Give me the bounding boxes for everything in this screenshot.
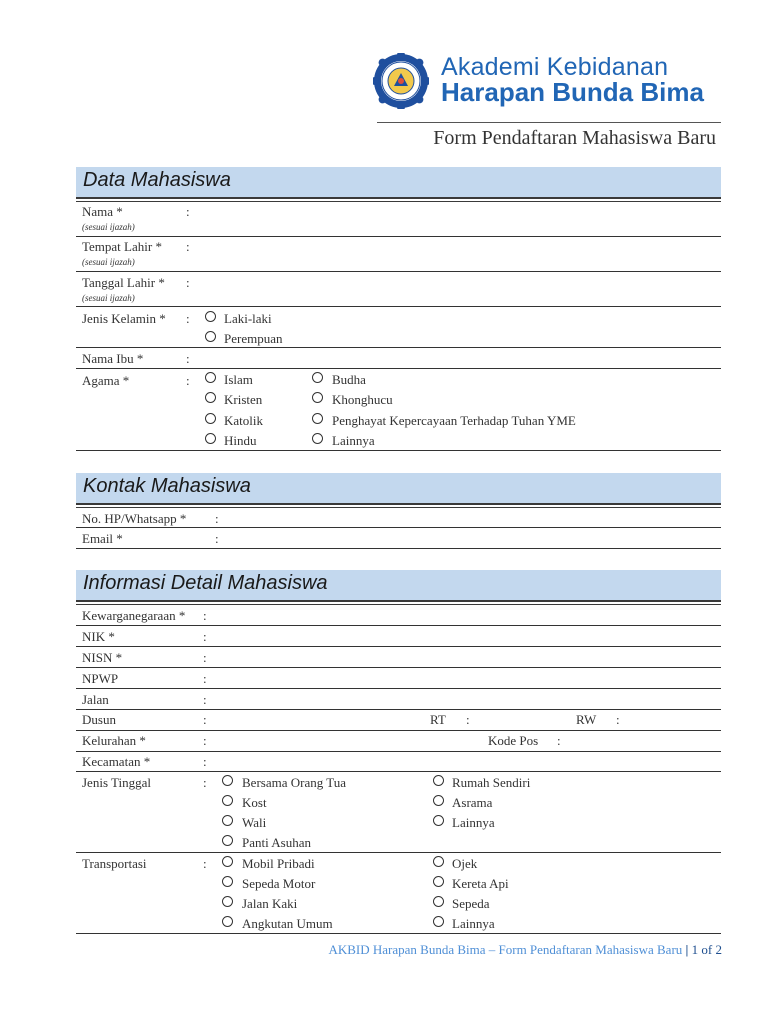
kelurahan-field[interactable] — [216, 731, 481, 748]
colon: : — [186, 351, 190, 366]
radio-lainnya[interactable] — [312, 433, 323, 444]
colon: : — [203, 856, 207, 871]
row-divider — [76, 548, 721, 549]
tempat-lahir-field[interactable] — [200, 238, 715, 270]
label-nik: NIK * — [82, 629, 115, 644]
label-jalan: Jalan — [82, 692, 109, 707]
label-kelurahan: Kelurahan * — [82, 733, 146, 748]
radio-panti-asuhan[interactable] — [222, 835, 233, 846]
nisn-field[interactable] — [216, 648, 715, 665]
row-divider — [76, 271, 721, 272]
option-label: Katolik — [224, 413, 263, 428]
radio-rumah-sendiri[interactable] — [433, 775, 444, 786]
colon: : — [203, 692, 207, 707]
colon: : — [557, 733, 561, 748]
colon: : — [203, 608, 207, 623]
row-divider — [76, 667, 721, 668]
label-rw: RW — [576, 712, 597, 727]
option-label: Sepeda Motor — [242, 876, 316, 891]
section-title: Informasi Detail Mahasiswa — [83, 572, 328, 594]
option-label: Khonghucu — [332, 392, 393, 407]
label-email: Email * — [82, 531, 123, 546]
radio-khonghucu[interactable] — [312, 392, 323, 403]
option-label: Bersama Orang Tua — [242, 775, 346, 790]
radio-islam[interactable] — [205, 372, 216, 383]
option-label: Kost — [242, 795, 267, 810]
radio-perempuan[interactable] — [205, 331, 216, 342]
colon: : — [203, 754, 207, 769]
jalan-field[interactable] — [216, 690, 715, 707]
section-title: Data Mahasiswa — [83, 169, 231, 191]
footer-text: AKBID Harapan Bunda Bima – Form Pendaftaran Mahasiswa Baru — [328, 942, 683, 957]
dusun-field[interactable] — [216, 710, 421, 727]
radio-sepeda[interactable] — [433, 896, 444, 907]
label-nama-ibu: Nama Ibu * — [82, 351, 144, 366]
option-label: Hindu — [224, 433, 257, 448]
radio-ojek[interactable] — [433, 856, 444, 867]
radio-wali[interactable] — [222, 815, 233, 826]
label-agama: Agama * — [82, 373, 130, 388]
option-label: Perempuan — [224, 331, 283, 346]
label-tempat-lahir: Tempat Lahir * — [82, 239, 162, 254]
radio-angkutan-umum[interactable] — [222, 916, 233, 927]
radio-jalan-kaki[interactable] — [222, 896, 233, 907]
email-field[interactable] — [228, 529, 715, 546]
label-jenis-kelamin: Jenis Kelamin * — [82, 311, 166, 326]
section-header-kontak-mahasiswa — [76, 473, 721, 505]
section-title: Kontak Mahasiswa — [83, 475, 251, 497]
section-header-data-mahasiswa — [76, 167, 721, 199]
radio-lainnya-tinggal[interactable] — [433, 815, 444, 826]
footer-separator: | — [685, 942, 689, 957]
section-header-informasi-detail — [76, 570, 721, 602]
colon: : — [203, 712, 207, 727]
option-label: Mobil Pribadi — [242, 856, 315, 871]
label-dusun: Dusun — [82, 712, 116, 727]
institution-name-line2: Harapan Bunda Bima — [441, 77, 704, 107]
npwp-field[interactable] — [216, 669, 715, 686]
colon: : — [203, 671, 207, 686]
label-nama: Nama * — [82, 204, 123, 219]
colon: : — [215, 531, 219, 546]
note-tempat-lahir: (sesuai ijazah) — [82, 257, 135, 267]
colon: : — [616, 712, 620, 727]
nama-ibu-field[interactable] — [200, 349, 715, 367]
radio-hindu[interactable] — [205, 433, 216, 444]
kecamatan-field[interactable] — [216, 752, 715, 769]
label-jenis-tinggal: Jenis Tinggal — [82, 775, 151, 790]
page-footer — [328, 942, 722, 958]
option-label: Islam — [224, 372, 253, 387]
colon: : — [186, 373, 190, 388]
row-divider — [76, 347, 721, 348]
label-hp: No. HP/Whatsapp * — [82, 511, 187, 526]
option-label: Jalan Kaki — [242, 896, 298, 911]
note-nama: (sesuai ijazah) — [82, 222, 135, 232]
kode-pos-field[interactable] — [570, 731, 715, 748]
label-kecamatan: Kecamatan * — [82, 754, 151, 769]
colon: : — [186, 239, 190, 254]
label-npwp: NPWP — [82, 671, 119, 686]
option-label: Rumah Sendiri — [452, 775, 531, 790]
radio-asrama[interactable] — [433, 795, 444, 806]
row-divider — [76, 933, 721, 934]
colon: : — [466, 712, 470, 727]
row-divider — [76, 688, 721, 689]
radio-penghayat[interactable] — [312, 413, 323, 424]
option-label: Angkutan Umum — [242, 916, 333, 931]
label-rt: RT — [430, 712, 446, 727]
radio-sepeda-motor[interactable] — [222, 876, 233, 887]
nik-field[interactable] — [216, 627, 715, 644]
radio-kost[interactable] — [222, 795, 233, 806]
college-seal-icon — [373, 53, 429, 109]
colon: : — [203, 775, 207, 790]
row-divider — [76, 625, 721, 626]
colon: : — [186, 275, 190, 290]
option-label: Ojek — [452, 856, 478, 871]
label-tanggal-lahir: Tanggal Lahir * — [82, 275, 165, 290]
option-label: Lainnya — [332, 433, 375, 448]
option-label: Asrama — [452, 795, 493, 810]
radio-mobil-pribadi[interactable] — [222, 856, 233, 867]
form-title: Form Pendaftaran Mahasiswa Baru — [433, 127, 716, 149]
colon: : — [215, 511, 219, 526]
kewarganegaraan-field[interactable] — [216, 606, 715, 623]
header-divider — [377, 122, 721, 123]
row-divider — [76, 646, 721, 647]
note-tanggal-lahir: (sesuai ijazah) — [82, 293, 135, 303]
row-divider — [76, 450, 721, 451]
colon: : — [203, 733, 207, 748]
label-transportasi: Transportasi — [82, 856, 147, 871]
hp-field[interactable] — [228, 509, 715, 526]
colon: : — [186, 311, 190, 326]
option-label: Wali — [242, 815, 267, 830]
page-number: 1 of 2 — [691, 942, 722, 957]
radio-kereta-api[interactable] — [433, 876, 444, 887]
tanggal-lahir-field[interactable] — [200, 273, 715, 305]
option-label: Budha — [332, 372, 366, 387]
row-divider — [76, 771, 721, 772]
option-label: Laki-laki — [224, 311, 272, 326]
rw-field[interactable] — [628, 710, 715, 727]
option-label: Panti Asuhan — [242, 835, 311, 850]
row-divider — [76, 852, 721, 853]
row-divider — [76, 368, 721, 369]
radio-kristen[interactable] — [205, 392, 216, 403]
label-kode-pos: Kode Pos — [488, 733, 539, 748]
row-divider — [76, 527, 721, 528]
radio-katolik[interactable] — [205, 413, 216, 424]
option-label: Lainnya — [452, 815, 495, 830]
option-label: Lainnya — [452, 916, 495, 931]
label-nisn: NISN * — [82, 650, 123, 665]
option-label: Kereta Api — [452, 876, 509, 891]
colon: : — [203, 629, 207, 644]
radio-budha[interactable] — [312, 372, 323, 383]
option-label: Sepeda — [452, 896, 490, 911]
row-divider — [76, 306, 721, 307]
institution-name-line1: Akademi Kebidanan — [441, 53, 669, 81]
radio-bersama-orang-tua[interactable] — [222, 775, 233, 786]
row-divider — [76, 236, 721, 237]
colon: : — [186, 204, 190, 219]
option-label: Kristen — [224, 392, 263, 407]
rt-field[interactable] — [478, 710, 568, 727]
option-label: Penghayat Kepercayaan Terhadap Tuhan YME — [332, 413, 576, 428]
radio-laki-laki[interactable] — [205, 311, 216, 322]
nama-field[interactable] — [200, 202, 715, 234]
colon: : — [203, 650, 207, 665]
label-kewarganegaraan: Kewarganegaraan * — [82, 608, 186, 623]
radio-lainnya-transportasi[interactable] — [433, 916, 444, 927]
